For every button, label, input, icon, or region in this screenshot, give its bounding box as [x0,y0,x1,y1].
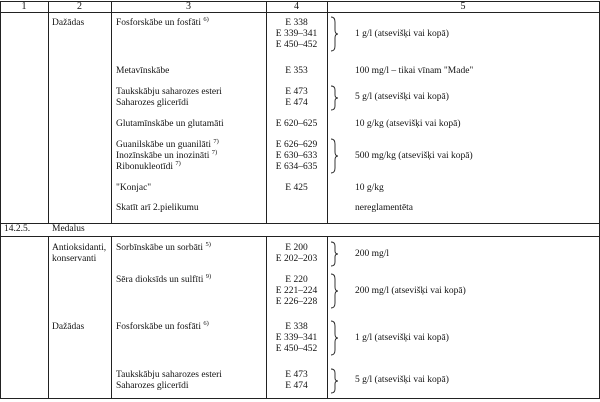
e-code: E 338 [285,322,308,332]
e-code: E 473 [285,370,308,380]
e-code: E 226–228 [275,297,318,307]
limit-value: 5 g/l (atsevišķi vai kopā) [355,375,449,385]
category-label: Dažādas [52,322,85,332]
col-line-5 [327,1,328,224]
e-code: E 473 [285,87,308,97]
substance-name: Metavīnskābe [116,66,170,76]
substance-name: "Konjac" [116,183,152,193]
e-code: E 220 [285,275,308,285]
col-line-3 [111,1,112,224]
brace-icon [330,242,338,266]
e-code: E 338 [285,18,308,28]
e-code: E 202–203 [275,254,318,264]
e-code: E 339–341 [275,333,318,343]
e-code: E 450–452 [275,344,318,354]
e-code: E 221–224 [275,286,318,296]
e-code: E 620–625 [275,119,318,129]
limit-value: 1 g/l (atsevišķi vai kopā) [355,29,449,39]
col-line-3b [111,236,112,398]
e-code: E 626–629 [275,140,318,150]
substance-name: Inozīnskābe un inozināti $^{7)}$ [116,148,218,161]
section-bottom-border [0,236,600,237]
brace-icon [330,369,338,393]
header-col-1: 1 [21,1,27,12]
e-code: E 630–633 [275,151,318,161]
category-label: Antioksidanti, [52,243,107,253]
col-line-5b [327,236,328,398]
substance-name: Taukskābju saharozes esteri [116,87,222,97]
header-col-2: 2 [77,1,82,12]
header-col-4: 4 [294,1,299,12]
substance-name: Fosforskābe un fosfāti $^{6)}$ [116,15,209,28]
substance-name: Glutamīnskābe un glutamāti [116,119,224,129]
brace-icon [330,139,338,173]
limit-value: 5 g/l (atsevišķi vai kopā) [355,92,449,102]
e-code: E 474 [285,98,308,108]
header-bottom-border [0,12,600,13]
brace-icon [330,321,338,355]
substance-name: Taukskābju saharozes esteri [116,370,222,380]
brace-icon [330,17,338,51]
substance-name: Guanilskābe un guanilāti $^{7)}$ [116,137,219,150]
substance-name: Skatīt arī 2.pielikumu [116,203,199,213]
limit-value: 200 mg/l [355,249,390,259]
substance-name: Ribonukleotīdi $^{7)}$ [116,159,181,172]
header-col-3: 3 [186,1,191,12]
category-label: Dažādas [52,18,85,28]
substance-name: Sēra dioksīds un sulfīti $^{9)}$ [116,272,212,285]
e-code: E 339–341 [275,29,318,39]
limit-value: nereglamentēta [355,203,414,213]
substance-name: Fosforskābe un fosfāti $^{6)}$ [116,319,209,332]
limit-value: 10 g/kg (atsevišķi vai kopā) [355,119,461,129]
header-col-5: 5 [460,1,466,12]
e-code: E 474 [285,381,308,391]
col-line-1 [0,1,1,398]
substance-name: Sorbīnskābe un sorbāti $^{5)}$ [116,240,211,253]
category-label: konservanti [52,254,97,264]
limit-value: 100 mg/l – tikai vīnam "Made" [355,66,474,76]
bottom-border [0,398,600,399]
brace-icon [330,274,338,308]
section-number: 14.2.5. [4,224,31,234]
col-line-2 [48,1,49,224]
limit-value: 10 g/kg [355,183,384,193]
e-code: E 200 [285,243,308,253]
section-title: Medalus [52,224,85,234]
e-code: E 425 [285,183,308,193]
substance-name: Saharozes glicerīdi [116,98,189,108]
brace-icon [330,86,338,110]
section-top-border [0,223,600,224]
e-code: E 450–452 [275,40,318,50]
e-code: E 353 [285,66,308,76]
limit-value: 200 mg/l (atsevišķi vai kopā) [355,286,466,296]
limit-value: 500 mg/kg (atsevišķi vai kopā) [355,151,473,161]
substance-name: Saharozes glicerīdi [116,381,189,391]
e-code: E 634–635 [275,162,318,172]
limit-value: 1 g/l (atsevišķi vai kopā) [355,333,449,343]
col-line-2b [48,236,49,398]
